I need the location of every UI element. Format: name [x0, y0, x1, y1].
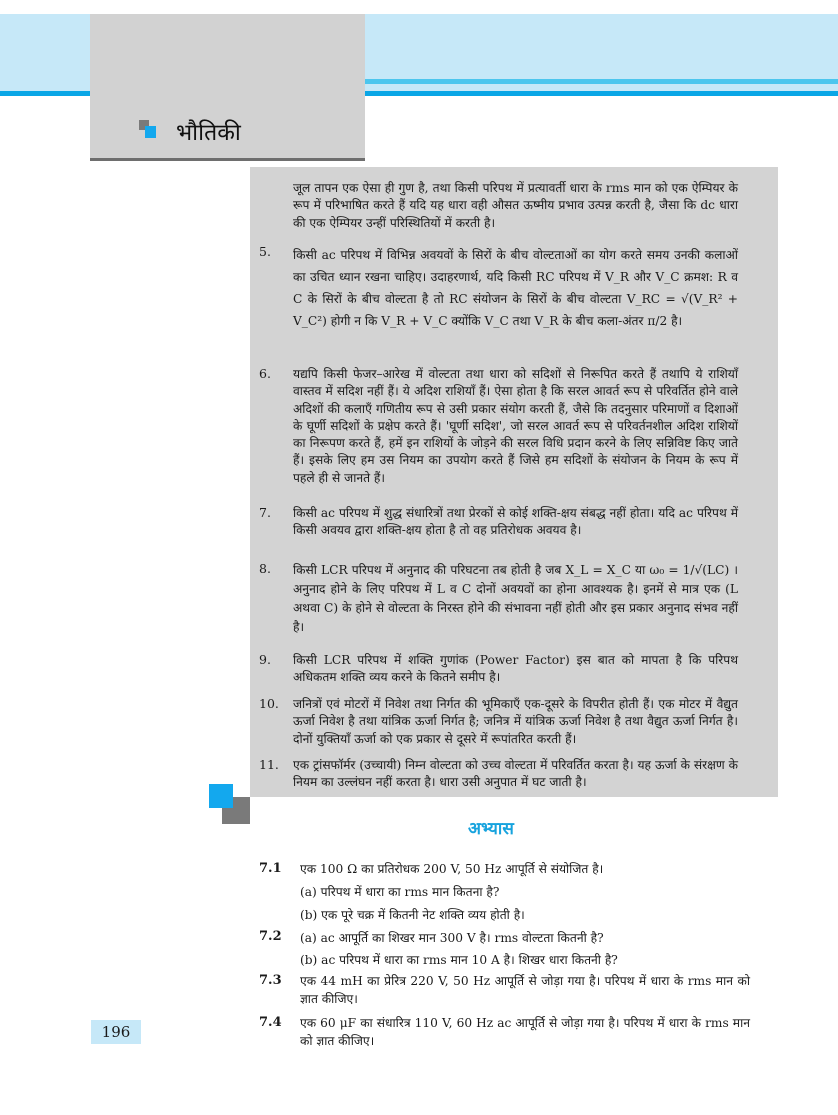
exercise-text: एक 100 Ω का प्रतिरोधक 200 V, 50 Hz आपूर्ति से संयोजित है। [300, 862, 604, 876]
book-title: भौतिकी [176, 120, 241, 146]
page-number: 196 [91, 1020, 141, 1044]
summary-point: किसी LCR परिपथ में अनुनाद की परिघटना तब होती है जब X_L = X_C या ω₀ = 1/√(LC) । अनुनाद होने के लिए परिपथ में L व C दोनों अवयवों का होना आवश्यक है। इनमें से मात्र एक (L अथवा C) के होने से वोल्टता के निरस्त होने की संभावना नहीं होती और इस प्रकार अनुनाद संभव नहीं है। [293, 563, 738, 634]
exercise-subpart: (b) ac परिपथ में धारा का rms मान 10 A है। शिखर धारा कितनी है? [300, 953, 618, 967]
point-number: 10. [259, 696, 279, 711]
exercise-number: 7.3 [259, 973, 282, 988]
exercise-number: 7.1 [259, 861, 282, 876]
point-number: 5. [259, 244, 271, 259]
summary-point: एक ट्रांसफॉर्मर (उच्चायी) निम्न वोल्टता को उच्च वोल्टता में परिवर्तित करता है। यह ऊर्जा के संरक्षण के नियम का उल्लंघन नहीं करता है। धारा उसी अनुपात में घट जाती है। [293, 758, 738, 790]
exercise-subpart: (a) ac आपूर्ति का शिखर मान 300 V है। rms वोल्टता कितनी है? [300, 931, 604, 945]
summary-point: यद्यपि किसी फेजर–आरेख में वोल्टता तथा धारा को सदिशों से निरूपित करते हैं तथापि ये राशियाँ वास्तव में सदिश नहीं हैं। ये अदिश राशियाँ हैं। ऐसा होता है कि सरल आवर्त रूप से परिवर्तित होने वाले अदिशों की कलाएँ गणितीय रूप से उसी प्रकार संयोग करती हैं, जैसे कि तदनुसार परिमाणों व दिशाओं के घूर्णी सदिशों के प्रक्षेप करते हैं। 'घूर्णी सदिश', जो सरल आवर्त रूप से परिवर्तनशील अदिश राशियों का निरूपण करते हैं, हमें इन राशियों के जोड़ने की सरल विधि प्रदान करने के लिए सन्निविष्ट किए जाते हैं। इसके लिए हम उस नियम का उपयोग करते हैं जिसे हम सदिशों के संयोजन के नियम के रूप में पहले ही से जानते हैं। [293, 367, 738, 485]
summary-point: किसी LCR परिपथ में शक्ति गुणांक (Power Factor) इस बात को मापता है कि परिपथ अधिकतम शक्ति व्यय करने के कितने समीप है। [293, 653, 738, 685]
exercise-subpart: (b) एक पूरे चक्र में कितनी नेट शक्ति व्यय होती है। [300, 908, 525, 922]
point-number: 9. [259, 652, 271, 667]
point-number: 6. [259, 366, 271, 381]
point-number: 7. [259, 505, 271, 520]
summary-point: जनित्रों एवं मोटरों में निवेश तथा निर्गत की भूमिकाएँ एक-दूसरे के विपरीत होती हैं। एक मोटर में वैद्युत ऊर्जा निवेश है तथा यांत्रिक ऊर्जा निर्गत है; जनित्र में यांत्रिक ऊर्जा निवेश है तथा वैद्युत ऊर्जा निर्गत है। दोनों युक्तियाँ ऊर्जा को एक प्रकार से दूसरे में रूपांतरित करती हैं। [293, 697, 738, 746]
point-number: 8. [259, 561, 271, 576]
corner-square-blue-icon [209, 784, 233, 808]
exercise-text: एक 44 mH का प्रेरित्र 220 V, 50 Hz आपूर्ति से जोड़ा गया है। परिपथ में धारा के rms मान को ज्ञात कीजिए। [300, 974, 750, 1006]
exercises-heading: अभ्यास [468, 819, 514, 839]
header-squares-icon [139, 120, 159, 140]
exercise-subpart: (a) परिपथ में धारा का rms मान कितना है? [300, 885, 500, 899]
header-stripe-light [365, 79, 838, 84]
exercise-text: एक 60 μF का संधारित्र 110 V, 60 Hz ac आपूर्ति से जोड़ा गया है। परिपथ में धारा के rms मान को ज्ञात कीजिए। [300, 1016, 750, 1048]
summary-point: जूल तापन एक ऐसा ही गुण है, तथा किसी परिपथ में प्रत्यावर्ती धारा के rms मान को एक ऐम्पियर के रूप में परिभाषित करते हैं यदि यह धारा वही औसत ऊष्मीय प्रभाव उत्पन्न करती है, जैसा कि dc धारा की एक ऐम्पियर उन्हीं परिस्थितियों में करती है। [293, 181, 738, 230]
point-number: 11. [259, 757, 279, 772]
summary-point: किसी ac परिपथ में शुद्ध संधारित्रों तथा प्रेरकों से कोई शक्ति-क्षय संबद्ध नहीं होता। यदि ac परिपथ में किसी अवयव द्वारा शक्ति-क्षय होता है तो वह प्रतिरोधक अवयव है। [293, 506, 738, 538]
exercise-number: 7.4 [259, 1015, 282, 1030]
exercise-number: 7.2 [259, 929, 282, 944]
summary-point: किसी ac परिपथ में विभिन्न अवयवों के सिरों के बीच वोल्टताओं का योग करते समय उनकी कलाओं का उचित ध्यान रखना चाहिए। उदाहरणार्थ, यदि किसी RC परिपथ में V_R और V_C क्रमश: R व C के सिरों के बीच वोल्टता है तो RC संयोजन के सिरों के बीच वोल्टता V_RC = √(V_R² + V_C²) होगी न कि V_R + V_C क्योंकि V_C तथा V_R के बीच कला-अंतर π/2 है। [293, 248, 738, 328]
